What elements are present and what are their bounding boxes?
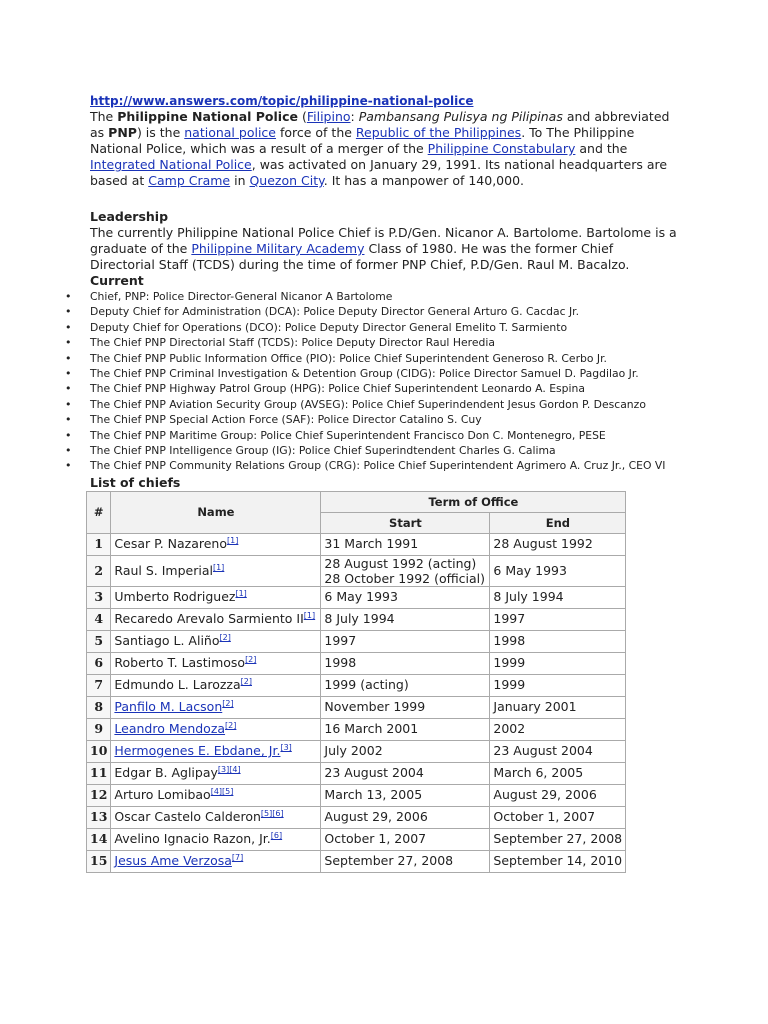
reference-link[interactable]: [1] [227,536,239,546]
end-cell: September 27, 2008 [490,828,626,850]
start-value: 8 July 1994 [324,611,395,627]
end-cell: 1999 [490,674,626,696]
table-row [87,784,626,806]
current-list [90,289,680,474]
start-value: 1998 [324,655,357,671]
start-value: 16 March 2001 [324,721,419,737]
chief-name: Roberto T. Lastimoso [114,655,246,671]
reference-link[interactable]: [2] [240,677,252,687]
chief-name[interactable]: Panfilo M. Lacson [114,699,223,715]
list-item: • The Chief PNP Highway Patrol Group (HPG): Police Chief Superintendent Leonardo A. Espina [90,381,680,396]
end-cell: 28 August 1992 [490,533,626,555]
chief-name: Raul S. Imperial [114,563,213,579]
reference-link[interactable]: [5][6] [260,809,284,819]
name-cell [111,555,321,586]
list-item: • The Chief PNP Intelligence Group (IG): Police Chief Superindtendent Charles G. Calima [90,443,680,458]
list-item: • The Chief PNP Special Action Force (SAF): Police Director Catalino S. Cuy [90,412,680,427]
intro-paragraph [90,109,680,189]
intro-text: ) is the [136,125,185,140]
start-cell [321,762,490,784]
table-row [87,696,626,718]
row-number: 7 [87,674,111,696]
row-number: 14 [87,828,111,850]
row-number: 15 [87,850,111,872]
table-row [87,718,626,740]
intro-text: The [90,109,118,124]
name-cell [111,674,321,696]
name-cell [111,652,321,674]
table-row [87,806,626,828]
start-value: October 1, 2007 [324,831,427,847]
name-cell [111,696,321,718]
row-number: 10 [87,740,111,762]
end-cell: 8 July 1994 [490,586,626,608]
list-item: • The Chief PNP Directorial Staff (TCDS): Police Deputy Director Raul Heredia [90,335,680,350]
start-cell [321,718,490,740]
chief-name: Oscar Castelo Calderon [114,809,261,825]
leadership-paragraph [90,225,680,273]
intro-bold-name: Philippine National Police [117,109,298,124]
start-value-2: 28 October 1992 (official) [324,570,486,586]
reference-link[interactable]: [7] [231,853,244,863]
table-row [87,555,626,586]
end-cell: 1997 [490,608,626,630]
start-value: August 29, 2006 [324,809,428,825]
name-cell [111,762,321,784]
name-cell [111,608,321,630]
reference-link[interactable]: [3][4] [217,765,241,775]
list-item: • The Chief PNP Public Information Office (PIO): Police Chief Superintendent Generoso R. Cerbo Jr. [90,351,680,366]
intro-text: : [350,109,359,124]
link-filipino[interactable]: Filipino [306,109,351,124]
chiefs-table [86,491,626,873]
intro-text: and the [575,141,628,156]
chief-name: Edgar B. Aglipay [114,765,218,781]
chief-name: Avelino Ignacio Razon, Jr. [114,831,271,847]
table-row [87,828,626,850]
table-row [87,850,626,872]
link-quezon-city[interactable]: Quezon City [249,173,324,188]
table-row [87,608,626,630]
start-value: 23 August 2004 [324,765,424,781]
chief-name[interactable]: Leandro Mendoza [114,721,226,737]
source-url-link[interactable]: http://www.answers.com/topic/philippine-national-police [90,94,474,108]
reference-link[interactable]: [1] [303,611,316,621]
reference-link[interactable]: [2] [219,633,231,643]
reference-link[interactable]: [3] [280,743,292,753]
row-number: 5 [87,630,111,652]
current-heading: Current [90,273,144,288]
start-cell [321,740,490,762]
start-value: 6 May 1993 [324,589,398,605]
leadership-text: Class of 1980. He was the former Chief Directorial Staff (TCDS) during the time of former PNP Chief, P.D/Gen. Raul M. Bacalzo. [90,241,630,272]
link-inp[interactable]: Integrated National Police [90,157,252,172]
intro-text: ( [297,109,307,124]
table-row [87,762,626,784]
end-cell: 1999 [490,652,626,674]
start-value: 1997 [324,633,357,649]
start-cell [321,608,490,630]
chief-name: Recaredo Arevalo Sarmiento II [114,611,304,627]
row-number: 1 [87,533,111,555]
table-row [87,586,626,608]
chief-name: Santiago L. Aliño [114,633,220,649]
table-row [87,652,626,674]
intro-text: , was activated on January 29, 1991. Its national headquarters are based at [90,157,668,188]
name-cell [111,740,321,762]
row-number: 8 [87,696,111,718]
name-cell [111,828,321,850]
start-value: 1999 (acting) [324,677,409,693]
start-cell [321,555,490,586]
leadership-text: The currently Philippine National Police Chief is P.D/Gen. Nicanor A. Bartolome. Bartolome is a graduate of the [90,225,677,256]
col-header-term: Term of Office [321,491,626,512]
row-number: 4 [87,608,111,630]
reference-link[interactable]: [2] [225,721,237,731]
intro-bold-abbr: PNP [108,125,137,140]
row-number: 12 [87,784,111,806]
table-row [87,630,626,652]
end-cell: September 14, 2010 [490,850,626,872]
name-cell [111,850,321,872]
chief-name[interactable]: Jesus Ame Verzosa [114,853,232,869]
reference-link[interactable]: [1] [235,589,247,599]
end-cell: 6 May 1993 [490,555,626,586]
chief-name: Umberto Rodriguez [114,589,236,605]
reference-link[interactable]: [2] [222,699,234,709]
col-header-name: Name [111,491,321,533]
start-value: March 13, 2005 [324,787,423,803]
row-number: 6 [87,652,111,674]
row-number: 3 [87,586,111,608]
intro-text: force of the [275,125,356,140]
col-header-end: End [490,512,626,533]
chief-name[interactable]: Hermogenes E. Ebdane, Jr. [114,743,281,759]
name-cell [111,533,321,555]
row-number: 11 [87,762,111,784]
chiefs-heading: List of chiefs [90,474,181,490]
start-cell [321,784,490,806]
start-cell [321,850,490,872]
link-constabulary[interactable]: Philippine Constabulary [427,141,576,156]
start-cell [321,630,490,652]
link-republic[interactable]: Republic of the Philippines [355,125,522,140]
list-item: • The Chief PNP Aviation Security Group (AVSEG): Police Chief Superindendent Jesus Gordon P. Descanzo [90,397,680,412]
row-number: 2 [87,555,111,586]
row-number: 13 [87,806,111,828]
intro-text: in [230,173,250,188]
name-cell [111,718,321,740]
list-item: • Deputy Chief for Operations (DCO): Police Deputy Director General Emelito T. Sarmiento [90,320,680,335]
link-camp-crame[interactable]: Camp Crame [148,173,231,188]
end-cell: 1998 [490,630,626,652]
start-cell [321,586,490,608]
start-value: 28 August 1992 (acting) [324,555,477,571]
chief-name: Arturo Lomibao [114,787,211,803]
list-item: • The Chief PNP Maritime Group: Police Chief Superintendent Francisco Don C. Montenegro, PESE [90,428,680,443]
name-cell [111,630,321,652]
link-national-police[interactable]: national police [184,125,276,140]
chief-name: Edmundo L. Larozza [114,677,241,693]
col-header-num: # [87,491,111,533]
table-row [87,674,626,696]
end-cell: 23 August 2004 [490,740,626,762]
end-cell: March 6, 2005 [490,762,626,784]
name-cell [111,806,321,828]
link-pma[interactable]: Philippine Military Academy [191,241,365,256]
start-cell [321,652,490,674]
leadership-heading: Leadership [90,209,169,224]
intro-text: . It has a manpower of 140,000. [323,173,525,188]
name-cell [111,784,321,806]
name-cell [111,586,321,608]
end-cell: October 1, 2007 [490,806,626,828]
list-item: • The Chief PNP Criminal Investigation & Detention Group (CIDG): Police Director Samuel D. Pagdilao Jr. [90,366,680,381]
intro-text: and abbreviated as [90,109,670,140]
end-cell: 2002 [490,718,626,740]
start-value: November 1999 [324,699,426,715]
reference-link[interactable]: [4][5] [210,787,234,797]
start-value: September 27, 2008 [324,853,454,869]
reference-link[interactable]: [6] [270,831,283,841]
intro-text: . To The Philippine National Police, which was a result of a merger of the [90,125,635,156]
chiefs-table-body [87,533,626,872]
start-cell [321,696,490,718]
end-cell: January 2001 [490,696,626,718]
start-value: 31 March 1991 [324,536,419,552]
end-cell: August 29, 2006 [490,784,626,806]
list-item: • Deputy Chief for Administration (DCA): Police Deputy Director General Arturo G. Cacdac Jr. [90,304,680,319]
table-row [87,740,626,762]
col-header-start: Start [321,512,490,533]
start-cell [321,828,490,850]
start-cell [321,674,490,696]
intro-italic-name: Pambansang Pulisya ng Pilipinas [358,109,563,124]
reference-link[interactable]: [1] [212,563,225,573]
row-number: 9 [87,718,111,740]
document-page [90,93,680,873]
chief-name: Cesar P. Nazareno [114,536,228,552]
reference-link[interactable]: [2] [245,655,257,665]
start-cell [321,533,490,555]
table-row [87,533,626,555]
start-cell [321,806,490,828]
list-item: • The Chief PNP Community Relations Group (CRG): Police Chief Superintendent Agrimero A. Cruz Jr., CEO VI [90,458,680,473]
start-value: July 2002 [324,743,383,759]
list-item: • Chief, PNP: Police Director-General Nicanor A Bartolome [90,289,680,304]
